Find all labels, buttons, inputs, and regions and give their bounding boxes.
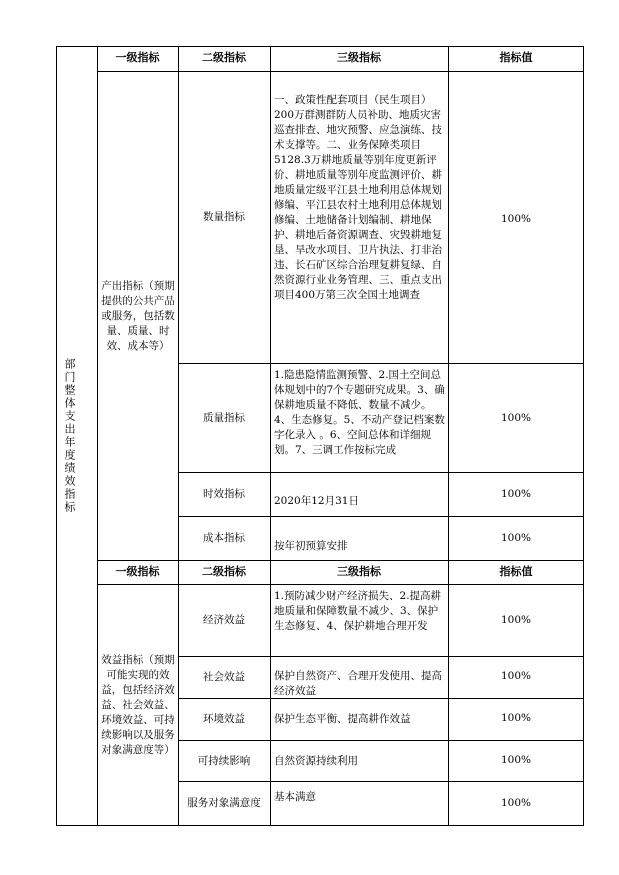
timeliness-indicator-label: 时效指标 [203,488,245,500]
environmental-benefit-label: 环境效益 [203,713,245,725]
header-level2: 二级指标 [202,51,246,64]
header-level1: 一级指标 [115,51,160,64]
output-row-level3: 1.隐患隐情监测预警、2.国土空间总体规划中的7个专题研究成果。3、确保耕地质量不降低、数量不减少。4、生态修复。5、不动产登记档案数字化录入 。6、空间总体和详细规划。7、三调工作按标完成 [274,369,445,456]
output-row-value: 100% [500,213,532,225]
social-benefit-label: 社会效益 [203,671,245,683]
output-row-value: 100% [500,488,532,500]
header-value: 指标值 [499,51,533,64]
effect-row-level2 [178,699,270,740]
grid-line [97,560,584,561]
effect-row-level3: 基本满意 [274,791,316,803]
output-row-level3: 一、政策性配套项目（民生项目）200万群测群防人员补助、地质灾害巡查排查、地灾预警、应急演练、技术支撑等。二、业务保障类项目5128.3万耕地质量等别年度更新评价、耕地质量等别年度监测评价、耕地质量定级平江县土地利用总体规划修编、平江县农村土地利用总体规划修编、土地储备计划编制、耕地保护、耕地后备资源调查、灾毁耕地复垦、旱改水项目、卫片执法、打非治违、长石矿区综合治理复耕复绿、自然资源行业业务管理、三、重点支出项目400万第三次全国土地调查 [274,94,442,301]
effect-row-value: 100% [500,754,532,766]
effect-row-level2 [178,782,270,825]
output-row-level3: 按年初预算安排 [274,540,348,552]
cost-indicator-label: 成本指标 [203,532,245,544]
effect-row-level2 [178,585,270,656]
effect-row-level3: 自然资源持续利用 [274,755,358,767]
effect-row-level3: 保护生态平衡、提高耕作效益 [274,713,411,725]
effect-row-value: 100% [500,797,532,809]
output-level1-cell [100,72,176,560]
output-row-level2 [178,364,270,472]
effect-row-level3: 1.预防减少财产经济损失、2.提高耕地质量和保障数量不减少、3、保护生态修复、4、保护耕地合理开发 [274,590,442,632]
output-row-level2 [178,473,270,516]
effect-level1-cell [100,585,176,825]
quality-indicator-label: 质量指标 [203,411,245,424]
grid-line [448,46,449,826]
effect-row-value: 100% [500,614,532,626]
satisfaction-label: 服务对象满意度 [187,797,261,809]
effect-row-level2 [178,657,270,698]
grid-line [270,46,271,826]
economic-benefit-label: 经济效益 [203,614,245,626]
quantity-indicator-label: 数量指标 [203,211,245,223]
effect-row-level2 [178,741,270,781]
effect-row-level3: 保护自然资产、合理开发使用、提高经济效益 [274,670,442,697]
output-row-value: 100% [500,532,532,544]
output-row-level3: 2020年12月31日 [274,495,359,507]
grid-line [97,46,98,826]
header-level1: 一级指标 [115,565,160,578]
sustainability-label: 可持续影响 [197,754,251,767]
output-level1-label: 产出指标（预期提供的公共产品或服务，包括数量、质量、时效、成本等） [101,279,175,352]
header-level3: 三级指标 [337,51,381,64]
effect-level1-label: 效益指标（预期可能实现的效益，包括经济效益、社会效益、环境效益、可持续影响以及服务对象满意度等） [101,653,175,756]
output-row-value: 100% [500,412,532,424]
header-level3: 三级指标 [337,565,381,578]
header-level2: 二级指标 [202,565,246,578]
side-label: 部门整体支出年度绩效指标 [63,358,76,514]
header-value: 指标值 [499,565,533,578]
output-row-level2 [178,72,270,363]
output-row-level2 [178,517,270,560]
effect-row-value: 100% [500,670,532,682]
effect-row-value: 100% [500,712,532,724]
